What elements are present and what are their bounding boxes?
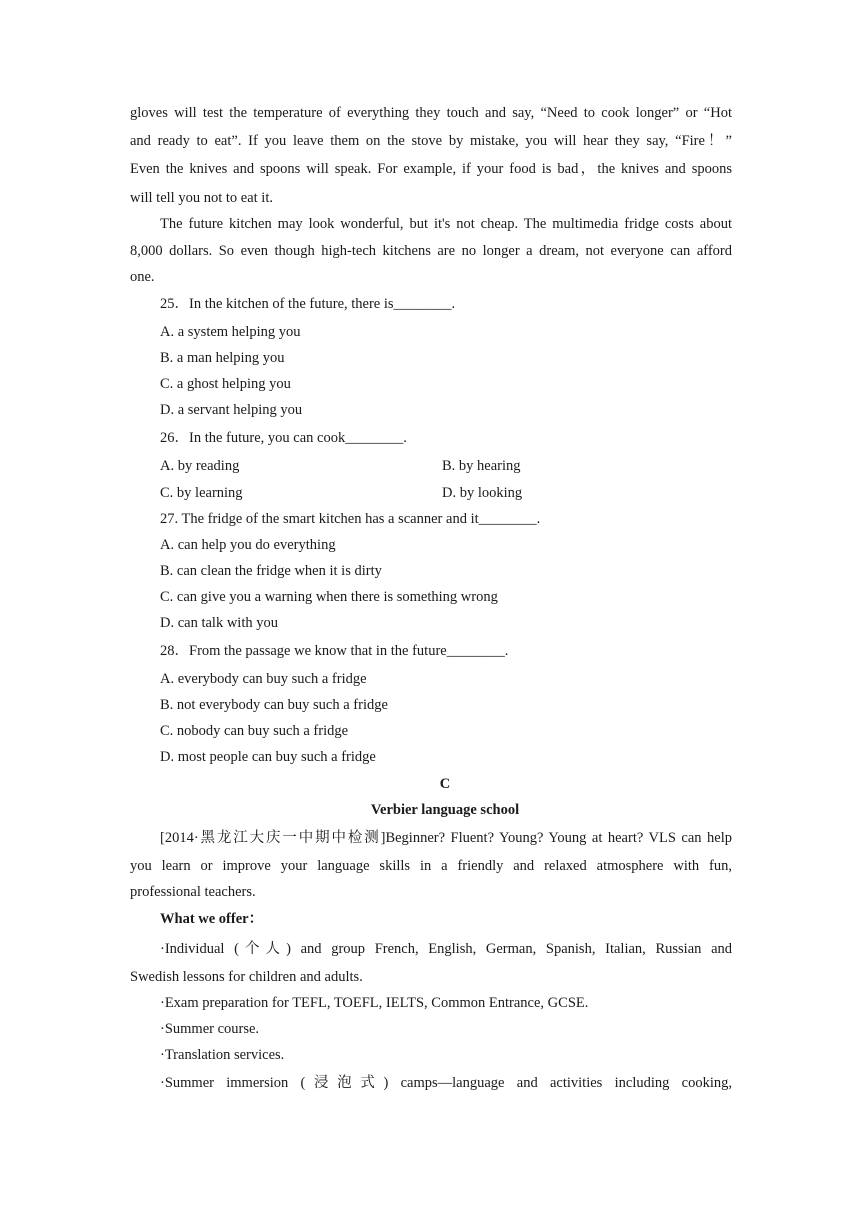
offer-item: ·Individual (个人) and group French, English, German, Spanish, Italian, Russian and — [160, 941, 732, 957]
question-option: A. everybody can buy such a fridge — [160, 671, 367, 687]
offer-item: ·Translation services. — [160, 1047, 285, 1063]
question-option: A. a system helping you — [160, 324, 301, 340]
question-option: C. can give you a warning when there is something wrong — [160, 589, 498, 605]
passage-line: you learn or improve your language skills in a friendly and relaxed atmosphere with fun, — [130, 858, 732, 874]
question-stem: 27. The fridge of the smart kitchen has a scanner and it________. — [160, 511, 541, 527]
section-letter: C — [439, 776, 451, 792]
passage-line: gloves will test the temperature of everything they touch and say, “Need to cook longer” or “Hot — [130, 105, 732, 121]
question-option: C. nobody can buy such a fridge — [160, 723, 349, 739]
question-option: B. by hearing — [442, 458, 521, 474]
passage-line: and ready to eat”. If you leave them on the stove by mistake, you will hear they say, “Fire！” — [130, 133, 732, 149]
offer-item: Swedish lessons for children and adults. — [130, 969, 363, 985]
offer-heading: What we offer： — [160, 911, 264, 927]
question-option: D. a servant helping you — [160, 402, 303, 418]
question-option: B. a man helping you — [160, 350, 285, 366]
passage-line: Even the knives and spoons will speak. For example, if your food is bad，the knives and spoons — [130, 161, 732, 177]
question-option: D. most people can buy such a fridge — [160, 749, 376, 765]
passage-line: 8,000 dollars. So even though high-tech kitchens are no longer a dream, not everyone can afford — [130, 243, 732, 259]
question-option: A. by reading — [160, 458, 240, 474]
question-stem: 25．In the kitchen of the future, there is________. — [160, 296, 456, 312]
offer-item: ·Summer course. — [160, 1021, 260, 1037]
passage-line: [2014·黑龙江大庆一中期中检测]Beginner? Fluent? Young? Young at heart? VLS can help — [160, 830, 732, 846]
passage-line: will tell you not to eat it. — [130, 190, 273, 206]
question-option: B. not everybody can buy such a fridge — [160, 697, 388, 713]
question-option: C. by learning — [160, 485, 243, 501]
question-option: A. can help you do everything — [160, 537, 336, 553]
question-option: B. can clean the fridge when it is dirty — [160, 563, 382, 579]
section-title: Verbier language school — [370, 802, 520, 818]
question-stem: 26．In the future, you can cook________. — [160, 430, 407, 446]
question-stem: 28．From the passage we know that in the future________. — [160, 643, 509, 659]
question-option: D. can talk with you — [160, 615, 278, 631]
passage-line: one. — [130, 269, 155, 285]
offer-item: ·Summer immersion (浸泡式) camps—language and activities including cooking, — [160, 1075, 732, 1091]
question-option: D. by looking — [442, 485, 523, 501]
passage-line: professional teachers. — [130, 884, 256, 900]
question-option: C. a ghost helping you — [160, 376, 291, 392]
passage-line: The future kitchen may look wonderful, but it's not cheap. The multimedia fridge costs about — [160, 216, 732, 232]
offer-item: ·Exam preparation for TEFL, TOEFL, IELTS, Common Entrance, GCSE. — [160, 995, 589, 1011]
